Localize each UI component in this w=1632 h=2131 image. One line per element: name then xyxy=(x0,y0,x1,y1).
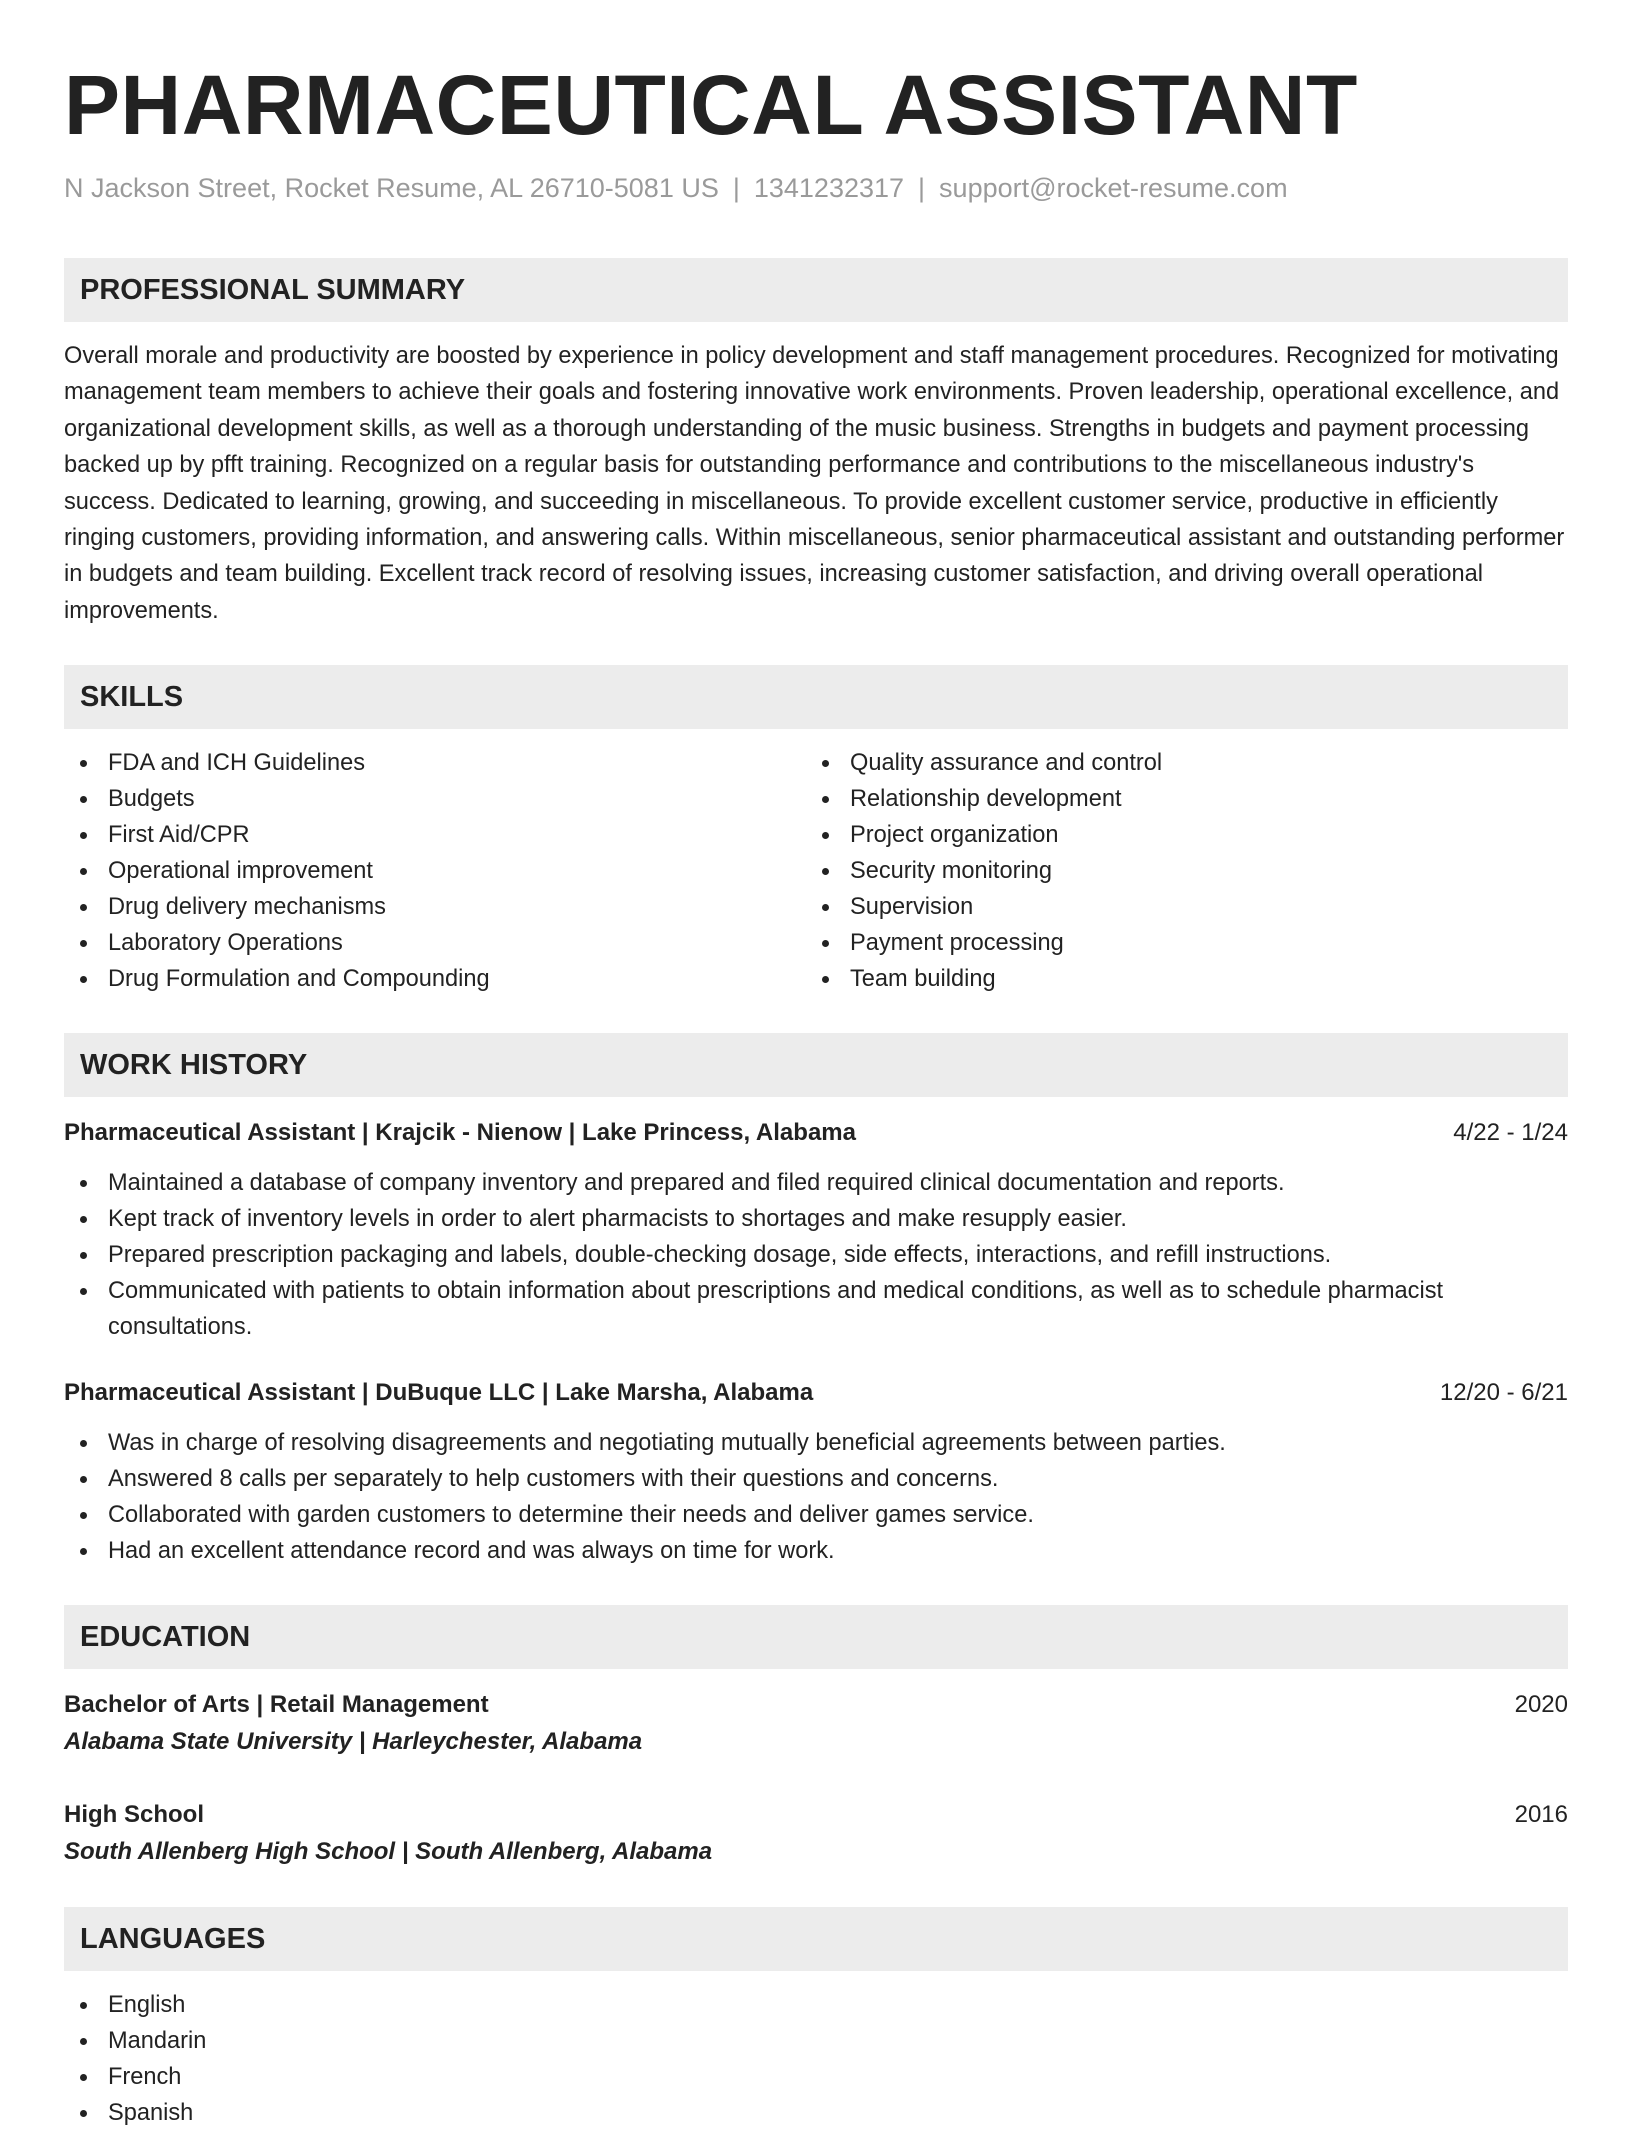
education-degree: Bachelor of Arts | Retail Management xyxy=(64,1691,489,1719)
job-entry xyxy=(64,1115,1568,1345)
language-item: Mandarin xyxy=(64,2023,1568,2059)
education-entry xyxy=(64,1797,1568,1871)
resume-name: PHARMACEUTICAL ASSISTANT xyxy=(64,58,1358,152)
job-bullet: Prepared prescription packaging and labels, double-checking dosage, side effects, interactions, and refill instructions. xyxy=(64,1237,1568,1273)
education-degree: High School xyxy=(64,1801,204,1829)
job-bullet: Communicated with patients to obtain information about prescriptions and medical conditions, as well as to schedule pharmacist consultations. xyxy=(64,1273,1568,1345)
contact-address: N Jackson Street, Rocket Resume, AL 26710-5081 US xyxy=(64,173,719,203)
education-school: South Allenberg High School | South Allenberg, Alabama xyxy=(64,1838,713,1866)
skill-item: FDA and ICH Guidelines xyxy=(64,745,806,781)
language-item: French xyxy=(64,2059,1568,2095)
job-bullet: Collaborated with garden customers to determine their needs and deliver games service. xyxy=(64,1497,1568,1533)
job-entry xyxy=(64,1375,1568,1569)
languages-list xyxy=(64,1987,1568,2131)
education-school: Alabama State University | Harleychester, Alabama xyxy=(64,1728,643,1756)
education-year: 2016 xyxy=(1514,1801,1568,1829)
skills-column-left xyxy=(64,745,806,997)
skills-grid xyxy=(64,745,1568,997)
skills-column-right xyxy=(806,745,1548,997)
job-bullets xyxy=(64,1165,1568,1345)
skill-item: First Aid/CPR xyxy=(64,817,806,853)
job-dates: 4/22 - 1/24 xyxy=(1453,1119,1568,1147)
education-heading-row xyxy=(64,1687,1568,1723)
job-bullet: Was in charge of resolving disagreements and negotiating mutually beneficial agreements between parties. xyxy=(64,1425,1568,1461)
education-entry xyxy=(64,1687,1568,1761)
skill-item: Operational improvement xyxy=(64,853,806,889)
section-header-skills: SKILLS xyxy=(64,665,1568,729)
job-bullet: Maintained a database of company inventory and prepared and filed required clinical documentation and reports. xyxy=(64,1165,1568,1201)
skill-item: Budgets xyxy=(64,781,806,817)
skill-item: Team building xyxy=(806,961,1548,997)
language-item: English xyxy=(64,1987,1568,2023)
section-header-work: WORK HISTORY xyxy=(64,1033,1568,1097)
education-year: 2020 xyxy=(1514,1691,1568,1719)
job-bullets xyxy=(64,1425,1568,1569)
skill-item: Security monitoring xyxy=(806,853,1548,889)
summary-text: Overall morale and productivity are boosted by experience in policy development and staff management procedures. Recognized for motivating management team members to achieve their goals and fostering innovative work environments. Proven leadership, operational excellence, and organizational development skills, as well as a thorough understanding of the music business. Strengths in budgets and payment processing backed up by pfft training. Recognized on a regular basis for outstanding performance and contributions to the miscellaneous industry's success. Dedicated to learning, growing, and succeeding in miscellaneous. To provide excellent customer service, productive in efficiently ringing customers, providing information, and answering calls. Within miscellaneous, senior pharmaceutical assistant and outstanding performer in budgets and team building. Excellent track record of resolving issues, increasing customer satisfaction, and driving overall operational improvements. xyxy=(64,343,1565,624)
skill-item: Payment processing xyxy=(806,925,1548,961)
contact-line xyxy=(64,168,1568,208)
skill-item: Supervision xyxy=(806,889,1548,925)
job-title: Pharmaceutical Assistant | Krajcik - Nienow | Lake Princess, Alabama xyxy=(64,1119,856,1147)
language-item: Spanish xyxy=(64,2095,1568,2131)
section-header-languages: LANGUAGES xyxy=(64,1907,1568,1971)
job-heading-row xyxy=(64,1115,1568,1151)
contact-phone: 1341232317 xyxy=(753,173,905,203)
skill-item: Relationship development xyxy=(806,781,1548,817)
skill-item: Drug Formulation and Compounding xyxy=(64,961,806,997)
job-heading-row xyxy=(64,1375,1568,1411)
education-heading-row xyxy=(64,1797,1568,1833)
section-header-summary: PROFESSIONAL SUMMARY xyxy=(64,258,1568,322)
job-title: Pharmaceutical Assistant | DuBuque LLC | Lake Marsha, Alabama xyxy=(64,1379,814,1407)
skill-item: Project organization xyxy=(806,817,1548,853)
job-dates: 12/20 - 6/21 xyxy=(1439,1379,1568,1407)
skill-item: Quality assurance and control xyxy=(806,745,1548,781)
contact-email: support@rocket-resume.com xyxy=(939,173,1288,203)
job-bullet: Had an excellent attendance record and was always on time for work. xyxy=(64,1533,1568,1569)
job-bullet: Kept track of inventory levels in order to alert pharmacists to shortages and make resupply easier. xyxy=(64,1201,1568,1237)
skill-item: Laboratory Operations xyxy=(64,925,806,961)
job-bullet: Answered 8 calls per separately to help customers with their questions and concerns. xyxy=(64,1461,1568,1497)
contact-separator: | xyxy=(732,173,740,203)
contact-separator: | xyxy=(918,173,926,203)
skill-item: Drug delivery mechanisms xyxy=(64,889,806,925)
section-header-education: EDUCATION xyxy=(64,1605,1568,1669)
